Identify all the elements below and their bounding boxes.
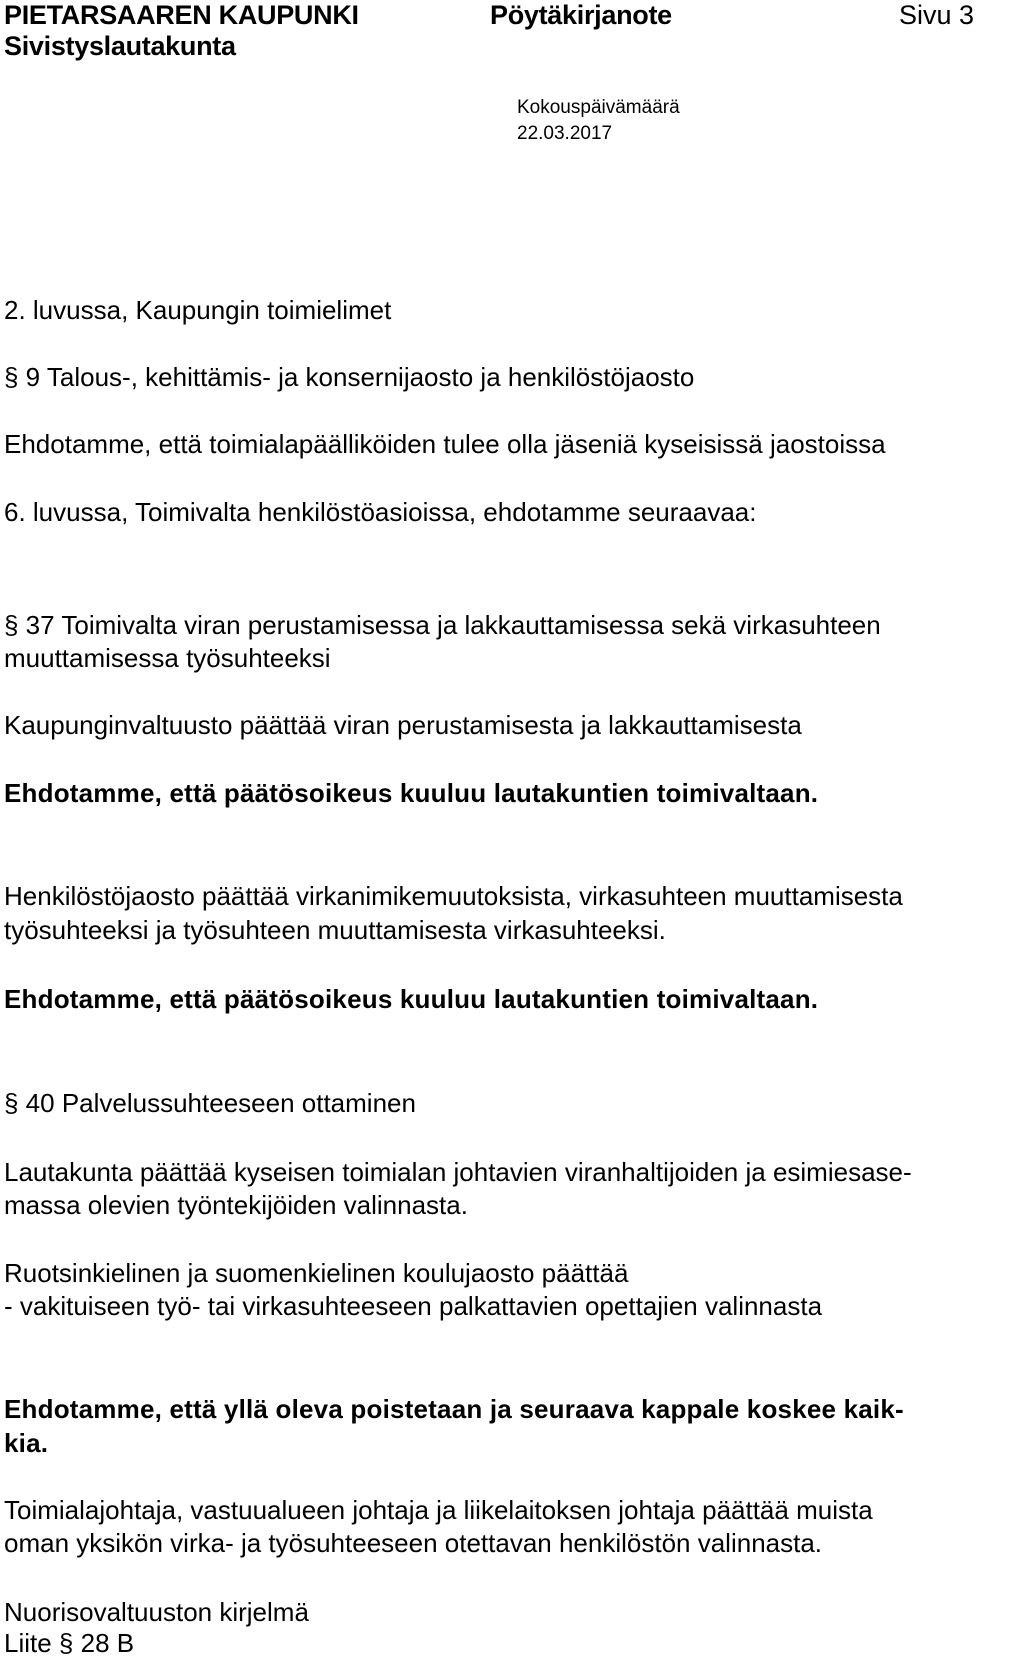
chapter-6-heading: 6. luvussa, Toimivalta henkilöstöasioissa, ehdotamme seuraavaa: bbox=[4, 497, 757, 527]
personnel-committee-line1: Henkilöstöjaosto päättää virkanimikemuutoksista, virkasuhteen muuttamisesta bbox=[4, 881, 903, 911]
proposal-c-line2: kia. bbox=[4, 1428, 49, 1458]
council-decision-text: Kaupunginvaltuusto päättää viran perustamisesta ja lakkauttamisesta bbox=[4, 710, 802, 740]
chapter-2-heading: 2. luvussa, Kaupungin toimielimet bbox=[4, 295, 392, 325]
board-decision-line2: massa olevien työntekijöiden valinnasta. bbox=[4, 1190, 468, 1220]
proposal-b-bold: Ehdotamme, että päätösoikeus kuuluu lautakuntien toimivaltaan. bbox=[4, 984, 819, 1014]
attachment-reference: Liite § 28 B bbox=[4, 1628, 135, 1658]
section-37-heading-line1: § 37 Toimivalta viran perustamisessa ja lakkauttamisessa sekä virkasuhteen bbox=[4, 610, 881, 640]
section-9-proposal: Ehdotamme, että toimialapäälliköiden tulee olla jäseniä kyseisissä jaostoissa bbox=[4, 429, 886, 459]
youth-council-letter: Nuorisovaltuuston kirjelmä bbox=[4, 1597, 309, 1627]
department-name: Sivistyslautakunta bbox=[4, 31, 236, 61]
school-committee-line1: Ruotsinkielinen ja suomenkielinen koulujaosto päättää bbox=[4, 1258, 629, 1288]
section-40-heading: § 40 Palvelussuhteeseen ottaminen bbox=[4, 1088, 416, 1118]
director-decision-line2: oman yksikön virka- ja työsuhteeseen otettavan henkilöstön valinnasta. bbox=[4, 1528, 823, 1558]
school-committee-line2: - vakituiseen työ- tai virkasuhteeseen palkattavien opettajien valinnasta bbox=[4, 1291, 823, 1321]
organization-name: PIETARSAAREN KAUPUNKI bbox=[4, 0, 359, 30]
director-decision-line1: Toimialajohtaja, vastuualueen johtaja ja liikelaitoksen johtaja päättää muista bbox=[4, 1495, 873, 1525]
date-value: 22.03.2017 bbox=[517, 123, 613, 144]
document-type: Pöytäkirjanote bbox=[490, 0, 672, 30]
proposal-a-bold: Ehdotamme, että päätösoikeus kuuluu lautakuntien toimivaltaan. bbox=[4, 778, 819, 808]
section-9-heading: § 9 Talous-, kehittämis- ja konsernijaosto ja henkilöstöjaosto bbox=[4, 362, 695, 392]
personnel-committee-line2: työsuhteeksi ja työsuhteen muuttamisesta virkasuhteeksi. bbox=[4, 915, 666, 945]
section-37-heading-line2: muuttamisessa työsuhteeksi bbox=[4, 643, 331, 673]
date-label: Kokouspäivämäärä bbox=[517, 97, 680, 118]
board-decision-line1: Lautakunta päättää kyseisen toimialan johtavien viranhaltijoiden ja esimiesase- bbox=[4, 1157, 912, 1187]
page-number: Sivu 3 bbox=[899, 0, 975, 30]
proposal-c-line1: Ehdotamme, että yllä oleva poistetaan ja seuraava kappale koskee kaik- bbox=[4, 1394, 904, 1424]
